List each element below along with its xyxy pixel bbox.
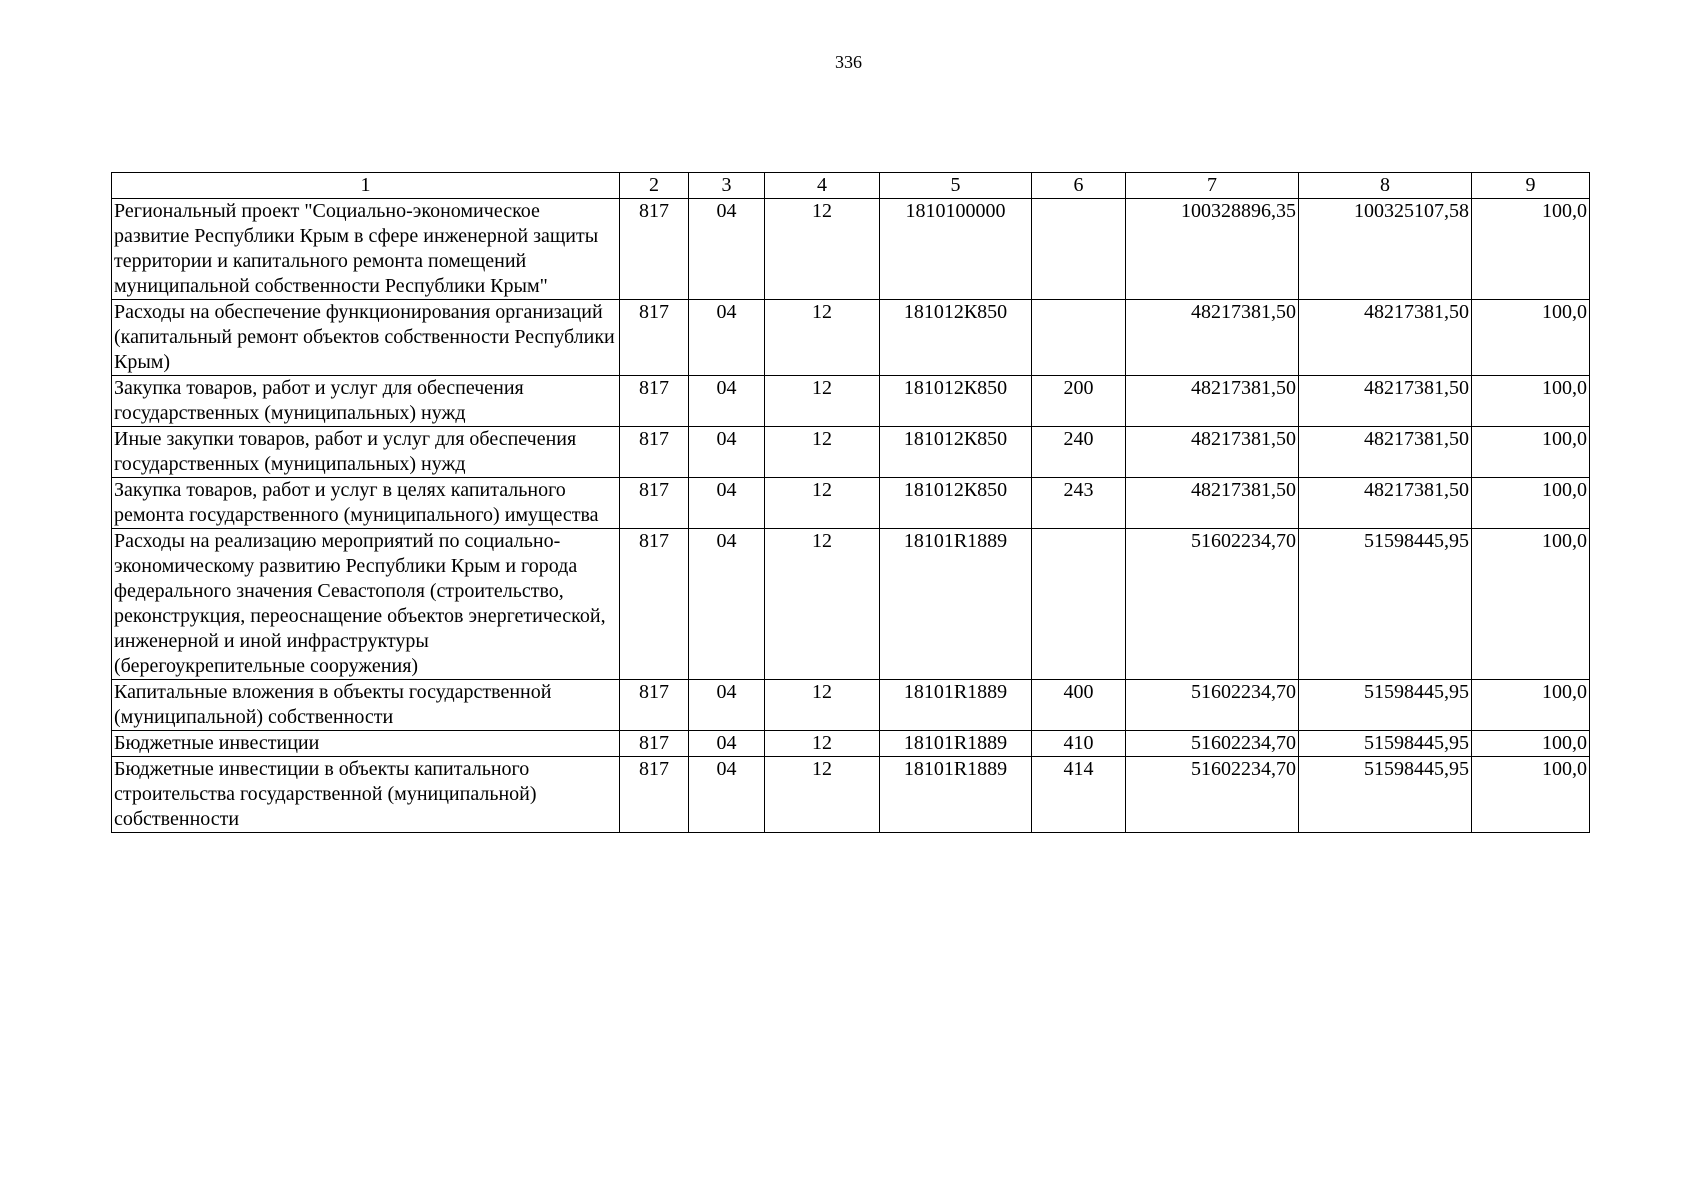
cell-section: 04: [689, 680, 765, 731]
cell-target-article: 181012К850: [880, 376, 1032, 427]
cell-amount-7: 100328896,35: [1126, 199, 1299, 300]
cell-amount-7: 51602234,70: [1126, 731, 1299, 757]
cell-expense-type: [1032, 199, 1126, 300]
cell-chapter: 817: [620, 376, 689, 427]
budget-table: [111, 172, 1590, 833]
cell-expense-type: 410: [1032, 731, 1126, 757]
row-name: Капитальные вложения в объекты государственной (муниципальной) собственности: [112, 680, 620, 731]
column-header: 6: [1032, 173, 1126, 199]
cell-target-article: 181012К850: [880, 427, 1032, 478]
cell-amount-7: 48217381,50: [1126, 300, 1299, 376]
table-row: [112, 680, 1590, 731]
cell-expense-type: 200: [1032, 376, 1126, 427]
row-name: Закупка товаров, работ и услуг в целях капитального ремонта государственного (муниципального) имущества: [112, 478, 620, 529]
row-name: Бюджетные инвестиции в объекты капитального строительства государственной (муниципальной) собственности: [112, 757, 620, 833]
cell-amount-8: 48217381,50: [1299, 376, 1472, 427]
cell-section: 04: [689, 376, 765, 427]
cell-chapter: 817: [620, 731, 689, 757]
cell-percent: 100,0: [1472, 529, 1590, 680]
cell-expense-type: 240: [1032, 427, 1126, 478]
cell-subsection: 12: [765, 376, 880, 427]
table-row: [112, 376, 1590, 427]
cell-chapter: 817: [620, 757, 689, 833]
table-row: [112, 731, 1590, 757]
row-name: Иные закупки товаров, работ и услуг для обеспечения государственных (муниципальных) нужд: [112, 427, 620, 478]
cell-amount-7: 51602234,70: [1126, 680, 1299, 731]
cell-chapter: 817: [620, 427, 689, 478]
cell-section: 04: [689, 300, 765, 376]
column-header: 2: [620, 173, 689, 199]
cell-percent: 100,0: [1472, 376, 1590, 427]
cell-percent: 100,0: [1472, 199, 1590, 300]
column-header: 5: [880, 173, 1032, 199]
cell-percent: 100,0: [1472, 478, 1590, 529]
cell-section: 04: [689, 478, 765, 529]
cell-chapter: 817: [620, 529, 689, 680]
cell-amount-8: 51598445,95: [1299, 680, 1472, 731]
column-header: 3: [689, 173, 765, 199]
row-name: Бюджетные инвестиции: [112, 731, 620, 757]
cell-subsection: 12: [765, 427, 880, 478]
table-row: [112, 757, 1590, 833]
cell-percent: 100,0: [1472, 731, 1590, 757]
cell-amount-8: 51598445,95: [1299, 757, 1472, 833]
cell-target-article: 18101R1889: [880, 680, 1032, 731]
cell-amount-8: 48217381,50: [1299, 427, 1472, 478]
cell-percent: 100,0: [1472, 757, 1590, 833]
row-name: Закупка товаров, работ и услуг для обеспечения государственных (муниципальных) нужд: [112, 376, 620, 427]
cell-percent: 100,0: [1472, 300, 1590, 376]
cell-target-article: 18101R1889: [880, 529, 1032, 680]
table-row: [112, 300, 1590, 376]
cell-amount-8: 48217381,50: [1299, 478, 1472, 529]
cell-expense-type: 243: [1032, 478, 1126, 529]
cell-expense-type: [1032, 529, 1126, 680]
cell-subsection: 12: [765, 199, 880, 300]
page-number: 336: [835, 52, 862, 72]
column-header: 4: [765, 173, 880, 199]
cell-subsection: 12: [765, 680, 880, 731]
column-header: 7: [1126, 173, 1299, 199]
cell-chapter: 817: [620, 478, 689, 529]
cell-amount-7: 51602234,70: [1126, 529, 1299, 680]
cell-chapter: 817: [620, 199, 689, 300]
cell-expense-type: 400: [1032, 680, 1126, 731]
cell-amount-7: 48217381,50: [1126, 427, 1299, 478]
cell-target-article: 181012К850: [880, 478, 1032, 529]
cell-section: 04: [689, 427, 765, 478]
cell-section: 04: [689, 731, 765, 757]
table-row: [112, 529, 1590, 680]
cell-subsection: 12: [765, 478, 880, 529]
cell-amount-8: 100325107,58: [1299, 199, 1472, 300]
cell-percent: 100,0: [1472, 680, 1590, 731]
cell-amount-7: 48217381,50: [1126, 376, 1299, 427]
cell-section: 04: [689, 757, 765, 833]
cell-subsection: 12: [765, 300, 880, 376]
cell-subsection: 12: [765, 731, 880, 757]
cell-expense-type: [1032, 300, 1126, 376]
table-row: [112, 199, 1590, 300]
cell-percent: 100,0: [1472, 427, 1590, 478]
cell-chapter: 817: [620, 300, 689, 376]
column-header: 9: [1472, 173, 1590, 199]
cell-amount-8: 48217381,50: [1299, 300, 1472, 376]
cell-section: 04: [689, 529, 765, 680]
cell-target-article: 181012К850: [880, 300, 1032, 376]
cell-amount-7: 48217381,50: [1126, 478, 1299, 529]
header-row: [112, 173, 1590, 199]
row-name: Расходы на реализацию мероприятий по социально-экономическому развитию Республики Крым и города федерального значения Севастополя (строительство, реконструкция, переоснащение объектов энергетической, инженерной и иной инфраструктуры (берегоукрепительные сооружения): [112, 529, 620, 680]
table-row: [112, 478, 1590, 529]
cell-expense-type: 414: [1032, 757, 1126, 833]
cell-amount-7: 51602234,70: [1126, 757, 1299, 833]
cell-section: 04: [689, 199, 765, 300]
cell-subsection: 12: [765, 529, 880, 680]
cell-target-article: 1810100000: [880, 199, 1032, 300]
table-row: [112, 427, 1590, 478]
cell-target-article: 18101R1889: [880, 731, 1032, 757]
column-header: 1: [112, 173, 620, 199]
cell-chapter: 817: [620, 680, 689, 731]
cell-amount-8: 51598445,95: [1299, 529, 1472, 680]
cell-subsection: 12: [765, 757, 880, 833]
row-name: Региональный проект "Социально-экономическое развитие Республики Крым в сфере инженерной защиты территории и капитального ремонта помещений муниципальной собственности Республики Крым": [112, 199, 620, 300]
cell-amount-8: 51598445,95: [1299, 731, 1472, 757]
row-name: Расходы на обеспечение функционирования организаций (капитальный ремонт объектов собственности Республики Крым): [112, 300, 620, 376]
cell-target-article: 18101R1889: [880, 757, 1032, 833]
column-header: 8: [1299, 173, 1472, 199]
